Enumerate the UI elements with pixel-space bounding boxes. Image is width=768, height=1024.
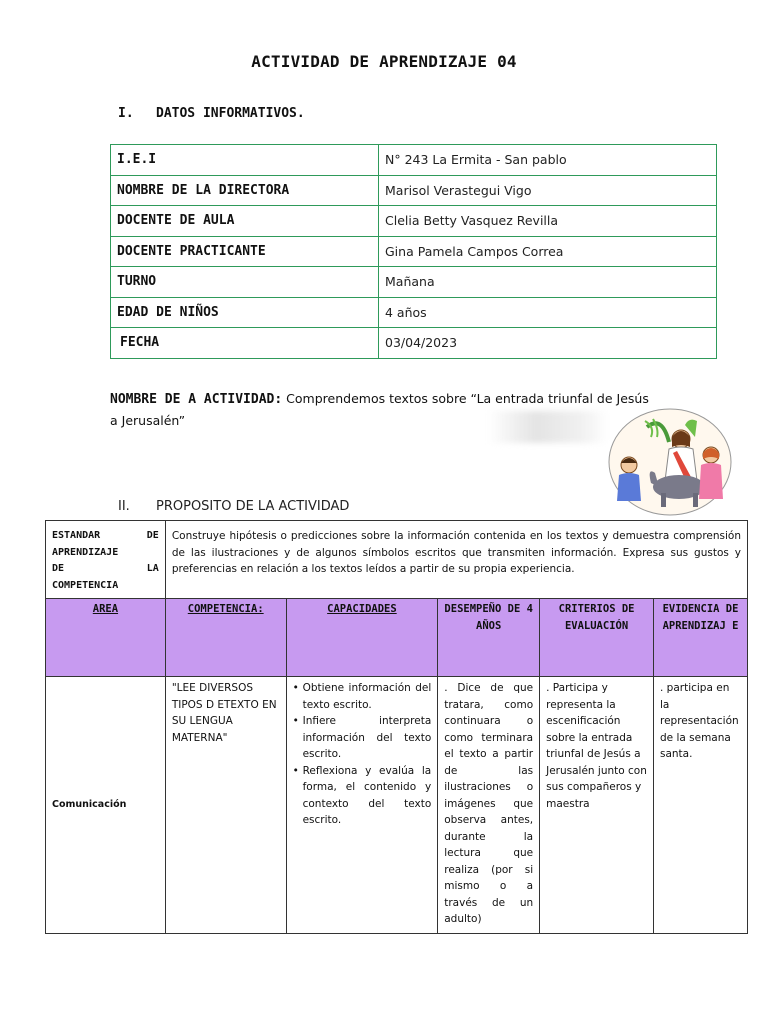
header-desempeno: DESEMPEÑO DE 4 AÑOS (438, 599, 540, 677)
header-criterios: CRITERIOS DE EVALUACIÓN (540, 599, 654, 677)
info-value: 03/04/2023 (379, 328, 717, 359)
table-row (111, 236, 717, 267)
info-label: DOCENTE DE AULA (111, 206, 379, 237)
info-value: Mañana (379, 267, 717, 298)
info-label: NOMBRE DE LA DIRECTORA (111, 175, 379, 206)
info-table (110, 144, 717, 359)
section-title: PROPOSITO DE LA ACTIVIDAD (156, 499, 350, 514)
list-item: • Obtiene información del texto escrito. (293, 680, 432, 713)
header-competencia: COMPETENCIA: (165, 599, 286, 677)
info-label: I.E.I (111, 145, 379, 176)
page-title: ACTIVIDAD DE APRENDIZAJE 04 (251, 52, 517, 71)
table-row (111, 328, 717, 359)
purpose-table (45, 520, 748, 934)
info-label: FECHA (111, 328, 379, 359)
section-number: I. (118, 106, 134, 121)
table-row (111, 267, 717, 298)
table-row (111, 145, 717, 176)
section-heading-proposito (118, 499, 349, 514)
activity-text: Comprendemos textos sobre “La entrada triunfal de Jesús a Jerusalén” (110, 391, 649, 428)
header-area: AREA (46, 599, 166, 677)
header-capacidades: CAPACIDADES (286, 599, 438, 677)
section-title: DATOS INFORMATIVOS. (156, 106, 305, 121)
criterios-cell: . Participa y representa la escenificación sobre la entrada triunfal de Jesús a Jerusalén junto con sus compañeros y maestra (540, 677, 654, 934)
section-heading-datos (118, 106, 305, 121)
info-label: TURNO (111, 267, 379, 298)
standard-text: Construye hipótesis o predicciones sobre la información contenida en los textos y demuestra comprensión de las ilustraciones y de algunos símbolos escritos que transmiten información. Expresa sus gustos y preferencias en relación a los textos leídos a partir de su propia experiencia. (165, 521, 747, 599)
standard-label-line: ESTANDAR DE (52, 530, 159, 541)
list-item: • Infiere interpreta información del texto escrito. (293, 713, 432, 763)
standard-label-line: COMPETENCIA (52, 579, 119, 591)
competencia-cell: "LEE DIVERSOS TIPOS D ETEXTO EN SU LENGUA MATERNA" (165, 677, 286, 934)
standard-row (46, 521, 748, 599)
palm-sunday-illustration-image (607, 407, 733, 517)
list-item: • Reflexiona y evalúa la forma, el contenido y contexto del texto escrito. (293, 763, 432, 829)
table-row (46, 677, 748, 934)
info-value: N° 243 La Ermita - San pablo (379, 145, 717, 176)
section-number: II. (118, 499, 130, 514)
header-row (46, 599, 748, 677)
desempeno-text: . Dice de que tratara, como continuara o como terminara el texto a partir de las ilustraciones o imágenes que observa antes, durante la lectura que realiza (por si mismo o a través de un (444, 682, 534, 909)
info-value: Clelia Betty Vasquez Revilla (379, 206, 717, 237)
info-label: DOCENTE PRACTICANTE (111, 236, 379, 267)
desempeno-cell (438, 677, 540, 934)
table-row (111, 175, 717, 206)
info-value: 4 años (379, 297, 717, 328)
area-cell: Comunicación (46, 677, 166, 934)
info-value: Marisol Verastegui Vigo (379, 175, 717, 206)
evidencia-cell: . participa en la representación de la semana santa. (653, 677, 747, 934)
info-label: EDAD DE NIÑOS (111, 297, 379, 328)
info-value: Gina Pamela Campos Correa (379, 236, 717, 267)
standard-label (46, 521, 166, 599)
header-evidencia: EVIDENCIA DE APRENDIZAJ E (653, 599, 747, 677)
activity-label: NOMBRE DE A ACTIVIDAD: (110, 392, 283, 407)
table-row (111, 297, 717, 328)
standard-label-line: APRENDIZAJE (52, 546, 119, 558)
table-row (111, 206, 717, 237)
capacidades-cell (286, 677, 438, 934)
standard-label-line: DE LA (52, 563, 159, 574)
blurred-patch (488, 411, 608, 443)
desempeno-text-end: adulto) (444, 913, 482, 925)
